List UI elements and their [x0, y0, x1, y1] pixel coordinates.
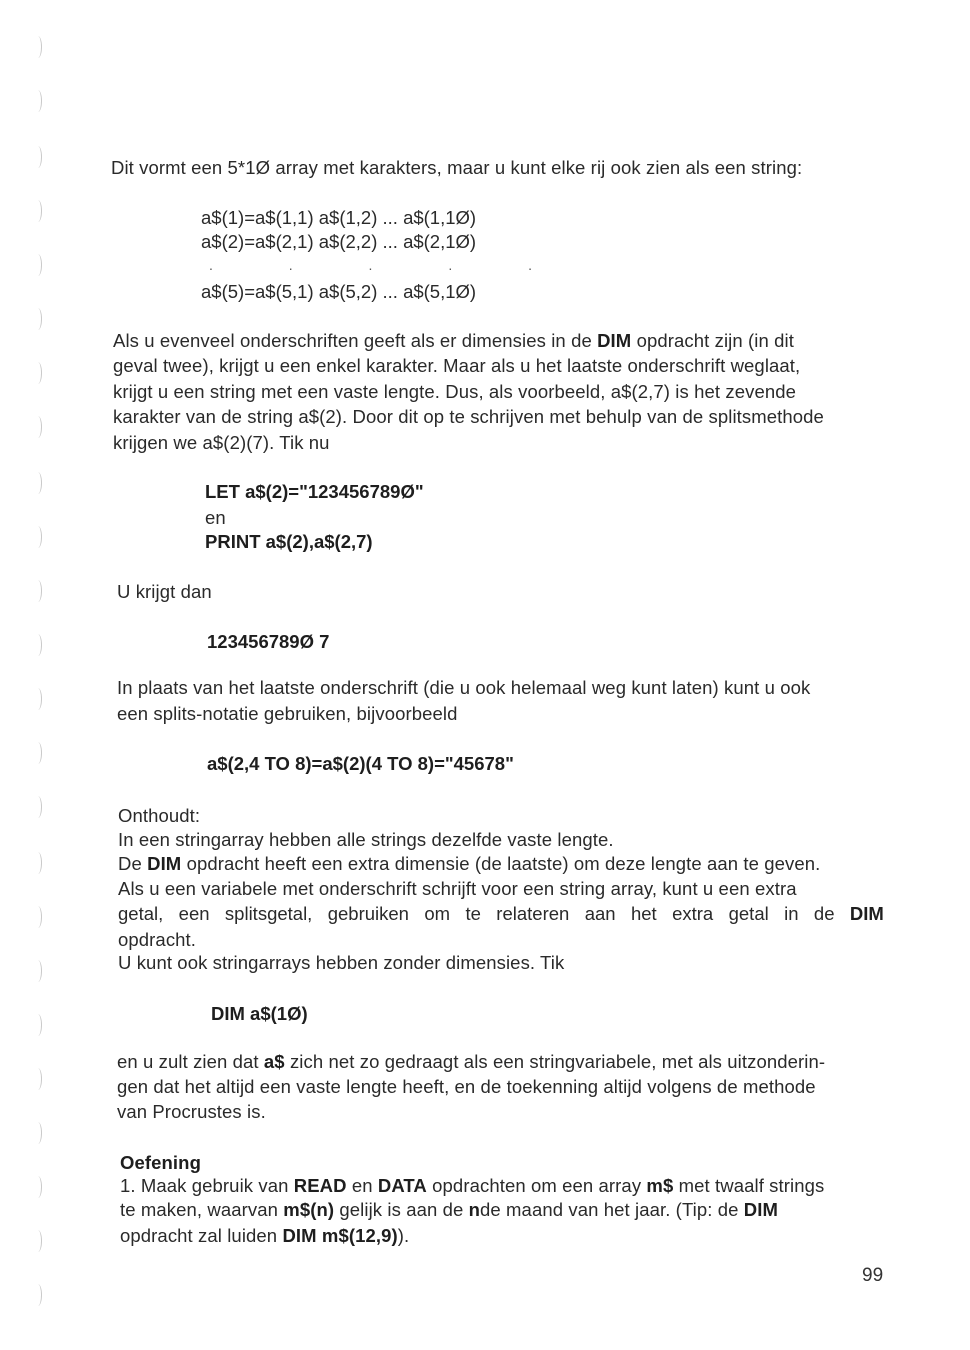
margin-mark [34, 960, 42, 982]
word: splitsgetal, [224, 903, 313, 924]
margin-mark [34, 634, 42, 656]
text-span: opdracht zal luiden [120, 1225, 278, 1246]
keyword-m-string-n: m$(n) [283, 1199, 335, 1220]
code-connector-en: en [205, 507, 226, 528]
text-span: zich net zo gedraagt als een stringvariabele, met als uitzonderin- [289, 1051, 826, 1072]
exercise-line [120, 1198, 778, 1222]
paragraph-line [117, 1050, 825, 1074]
keyword-dim: DIM [743, 1199, 778, 1220]
text-span: te maken, waarvan [120, 1199, 279, 1220]
keyword-m-string: m$ [646, 1175, 674, 1196]
word: in [784, 903, 799, 924]
exercise-heading: Oefening [120, 1152, 201, 1173]
text-span: opdrachten om een array [432, 1175, 642, 1196]
code-let-statement: LET a$(2)="123456789Ø" [205, 481, 424, 502]
word: getal, [118, 903, 164, 924]
keyword-dim: DIM [849, 903, 884, 924]
code-dim-statement: DIM a$(1Ø) [211, 1003, 308, 1024]
array-row-5: a$(5)=a$(5,1) a$(5,2) ... a$(5,1Ø) [201, 281, 477, 302]
keyword-dim: DIM [597, 330, 632, 351]
array-row-1: a$(1)=a$(1,1) a$(1,2) ... a$(1,1Ø) [201, 207, 477, 228]
exercise-line [120, 1224, 409, 1248]
paragraph-line: In plaats van het laatste onderschrift (die u ook helemaal weg kunt laten) kunt u ook [117, 677, 811, 698]
keyword-dim-statement: DIM m$(12,9) [282, 1225, 398, 1246]
margin-mark [34, 1230, 42, 1252]
margin-mark [34, 90, 42, 112]
exercise-line [120, 1174, 824, 1198]
paragraph-line [118, 852, 820, 876]
word: aan [584, 903, 616, 924]
margin-mark [34, 308, 42, 330]
paragraph-line: gen dat het altijd een vaste lengte heeft, en de toekenning altijd volgens de methode [117, 1076, 816, 1097]
paragraph-line: U kunt ook stringarrays hebben zonder dimensies. Tik [118, 952, 565, 973]
array-row-2: a$(2)=a$(2,1) a$(2,2) ... a$(2,1Ø) [201, 231, 477, 252]
code-print-statement: PRINT a$(2),a$(2,7) [205, 531, 373, 552]
text-span: De [118, 853, 142, 874]
word: relateren [496, 903, 570, 924]
margin-mark [34, 688, 42, 710]
margin-mark [34, 796, 42, 818]
word: extra [672, 903, 714, 924]
paragraph-line: karakter van de string a$(2). Door dit op te schrijven met behulp van de splitsmethode [113, 406, 824, 427]
paragraph-line: krijgt u een string met een vaste lengte. Dus, als voorbeeld, a$(2,7) is het zevende [113, 381, 796, 402]
margin-mark [34, 362, 42, 384]
keyword-n: n [468, 1199, 481, 1220]
margin-mark [34, 1014, 42, 1036]
keyword-data: DATA [377, 1175, 427, 1196]
keyword-dim: DIM [147, 853, 182, 874]
text-span: 1. Maak gebruik van [120, 1175, 289, 1196]
word: gebruiken [327, 903, 409, 924]
text-span: Als u evenveel onderschriften geeft als er dimensies in de [113, 330, 592, 351]
margin-mark [34, 526, 42, 548]
intro-line: Dit vormt een 5*1Ø array met karakters, maar u kunt elke rij ook zien als een string: [111, 157, 803, 178]
margin-mark [34, 416, 42, 438]
word: een [178, 903, 210, 924]
keyword-read: READ [293, 1175, 347, 1196]
margin-mark [34, 254, 42, 276]
margin-mark [34, 1122, 42, 1144]
margin-mark [34, 742, 42, 764]
paragraph-line: krijgen we a$(2)(7). Tik nu [113, 432, 330, 453]
margin-mark [34, 200, 42, 222]
text-span: en u zult zien dat [117, 1051, 259, 1072]
paragraph-line: een splits-notatie gebruiken, bijvoorbeeld [117, 703, 458, 724]
page-number: 99 [862, 1265, 884, 1286]
text-span: opdracht zijn (in dit [636, 330, 794, 351]
word: getal [728, 903, 769, 924]
text-span: gelijk is aan de [339, 1199, 464, 1220]
margin-mark [34, 906, 42, 928]
text-span: de maand van het jaar. (Tip: de [480, 1199, 739, 1220]
margin-mark [34, 852, 42, 874]
margin-mark [34, 36, 42, 58]
word: het [630, 903, 657, 924]
paragraph-line: U krijgt dan [117, 581, 212, 602]
code-splice-example: a$(2,4 TO 8)=a$(2)(4 TO 8)="45678" [207, 753, 514, 774]
paragraph-line: van Procrustes is. [117, 1101, 266, 1122]
keyword-a-string: a$ [263, 1051, 285, 1072]
text-span: ). [397, 1225, 410, 1246]
paragraph-line: Als u een variabele met onderschrift schrijft voor een string array, kunt u een extra [118, 878, 797, 899]
word: te [465, 903, 481, 924]
margin-mark [34, 1284, 42, 1306]
paragraph-line [113, 329, 794, 353]
word: om [424, 903, 451, 924]
margin-mark [34, 146, 42, 168]
paragraph-line: geval twee), krijgt u een enkel karakter. Maar als u het laatste onderschrift weglaat, [113, 355, 801, 376]
justified-line [118, 902, 884, 926]
word: de [813, 903, 835, 924]
array-ellipsis-dots: . . . . . [209, 257, 569, 273]
remember-heading: Onthoudt: [118, 805, 201, 826]
paragraph-line: In een stringarray hebben alle strings dezelfde vaste lengte. [118, 829, 614, 850]
paragraph-line: opdracht. [118, 929, 197, 950]
margin-mark [34, 580, 42, 602]
margin-mark [34, 1068, 42, 1090]
text-span: en [351, 1175, 373, 1196]
margin-mark [34, 472, 42, 494]
text-span: met twaalf strings [678, 1175, 825, 1196]
text-span: opdracht heeft een extra dimensie (de laatste) om deze lengte aan te geven. [186, 853, 821, 874]
margin-mark [34, 1176, 42, 1198]
code-output: 123456789Ø 7 [207, 631, 330, 652]
